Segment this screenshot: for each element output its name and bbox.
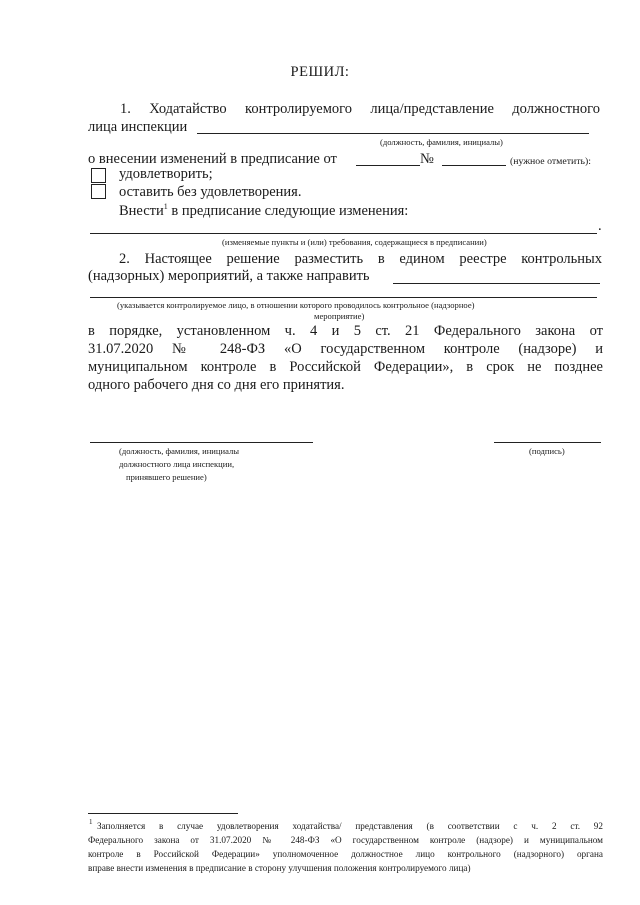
p2-line6: одного рабочего дня со дня его принятия. [88, 377, 345, 393]
changes-end-period: . [598, 218, 602, 234]
number-sign: № [420, 151, 434, 167]
decision-title: РЕШИЛ: [290, 64, 350, 80]
p2-line1: 2. Настоящее решение разместить в едином реестре контрольных [119, 251, 602, 267]
footnote-separator [88, 813, 238, 814]
option-satisfy-label: удовлетворить; [119, 166, 213, 182]
p2-line2: (надзорных) мероприятий, а также направить [88, 268, 370, 284]
choose-note: (нужное отметить): [510, 156, 591, 167]
recipient-caption-a: (указывается контролируемое лицо, в отношении которого проводилось контрольное (надзорное) [117, 300, 475, 310]
changes-caption: (изменяемые пункты и (или) требования, содержащиеся в предписании) [222, 237, 487, 247]
option-reject-label: оставить без удовлетворения. [119, 184, 302, 200]
official-caption: (должность, фамилия, инициалы) [380, 137, 503, 147]
p2-line4: 31.07.2020 № 248-ФЗ «О государственном контроле (надзоре) и [88, 341, 603, 357]
recipient-field-1[interactable] [393, 283, 600, 284]
footnote-mark: 1 [89, 818, 93, 826]
changes-line [119, 202, 408, 220]
official-name-field[interactable] [197, 133, 589, 134]
sign-caption-1: (должность, фамилия, инициалы [119, 446, 240, 456]
p1-line2: лица инспекции [88, 119, 188, 135]
p1-line3-prefix: о внесении изменений в предписание от [88, 151, 337, 167]
recipient-caption-b: мероприятие) [314, 311, 365, 321]
official-signature-name-field[interactable] [90, 442, 313, 443]
footnote-ref: 1 [163, 202, 168, 211]
changes-field[interactable] [90, 233, 597, 234]
footnote-line1: Заполняется в случае удовлетворения ходатайства/ представления (в соответствии с ч. 2 ст. 92 [97, 821, 603, 831]
p1-line1: 1. Ходатайство контролируемого лица/представление должностного [120, 101, 600, 117]
footnote-line4: вправе внести изменения в предписание в сторону улучшения положения контролируемого лица) [88, 863, 471, 873]
footnote-line2: Федерального закона от 31.07.2020 № 248-ФЗ «О государственном контроле (надзоре) и муниципальном [88, 835, 603, 845]
p2-line5: муниципальном контроле в Российской Федерации», в срок не позднее [88, 359, 603, 375]
p2-line3: в порядке, установленном ч. 4 и 5 ст. 21 Федерального закона от [88, 323, 603, 339]
recipient-field-2[interactable] [90, 297, 597, 298]
checkbox-reject[interactable] [91, 184, 106, 199]
prescription-date-field[interactable] [356, 165, 420, 166]
sign-caption-3: принявшего решение) [126, 472, 207, 482]
changes-text-a: Внести [119, 202, 164, 219]
checkbox-satisfy[interactable] [91, 168, 106, 183]
sign-caption-2: должностного лица инспекции, [119, 459, 235, 469]
changes-text-b: в предписание следующие изменения: [167, 202, 409, 219]
prescription-number-field[interactable] [442, 165, 506, 166]
footnote-line3: контроле в Российской Федерации» уполномоченное должностное лицо контрольного (надзорного) органа [88, 849, 603, 859]
signature-caption: (подпись) [529, 446, 565, 456]
signature-field[interactable] [494, 442, 601, 443]
